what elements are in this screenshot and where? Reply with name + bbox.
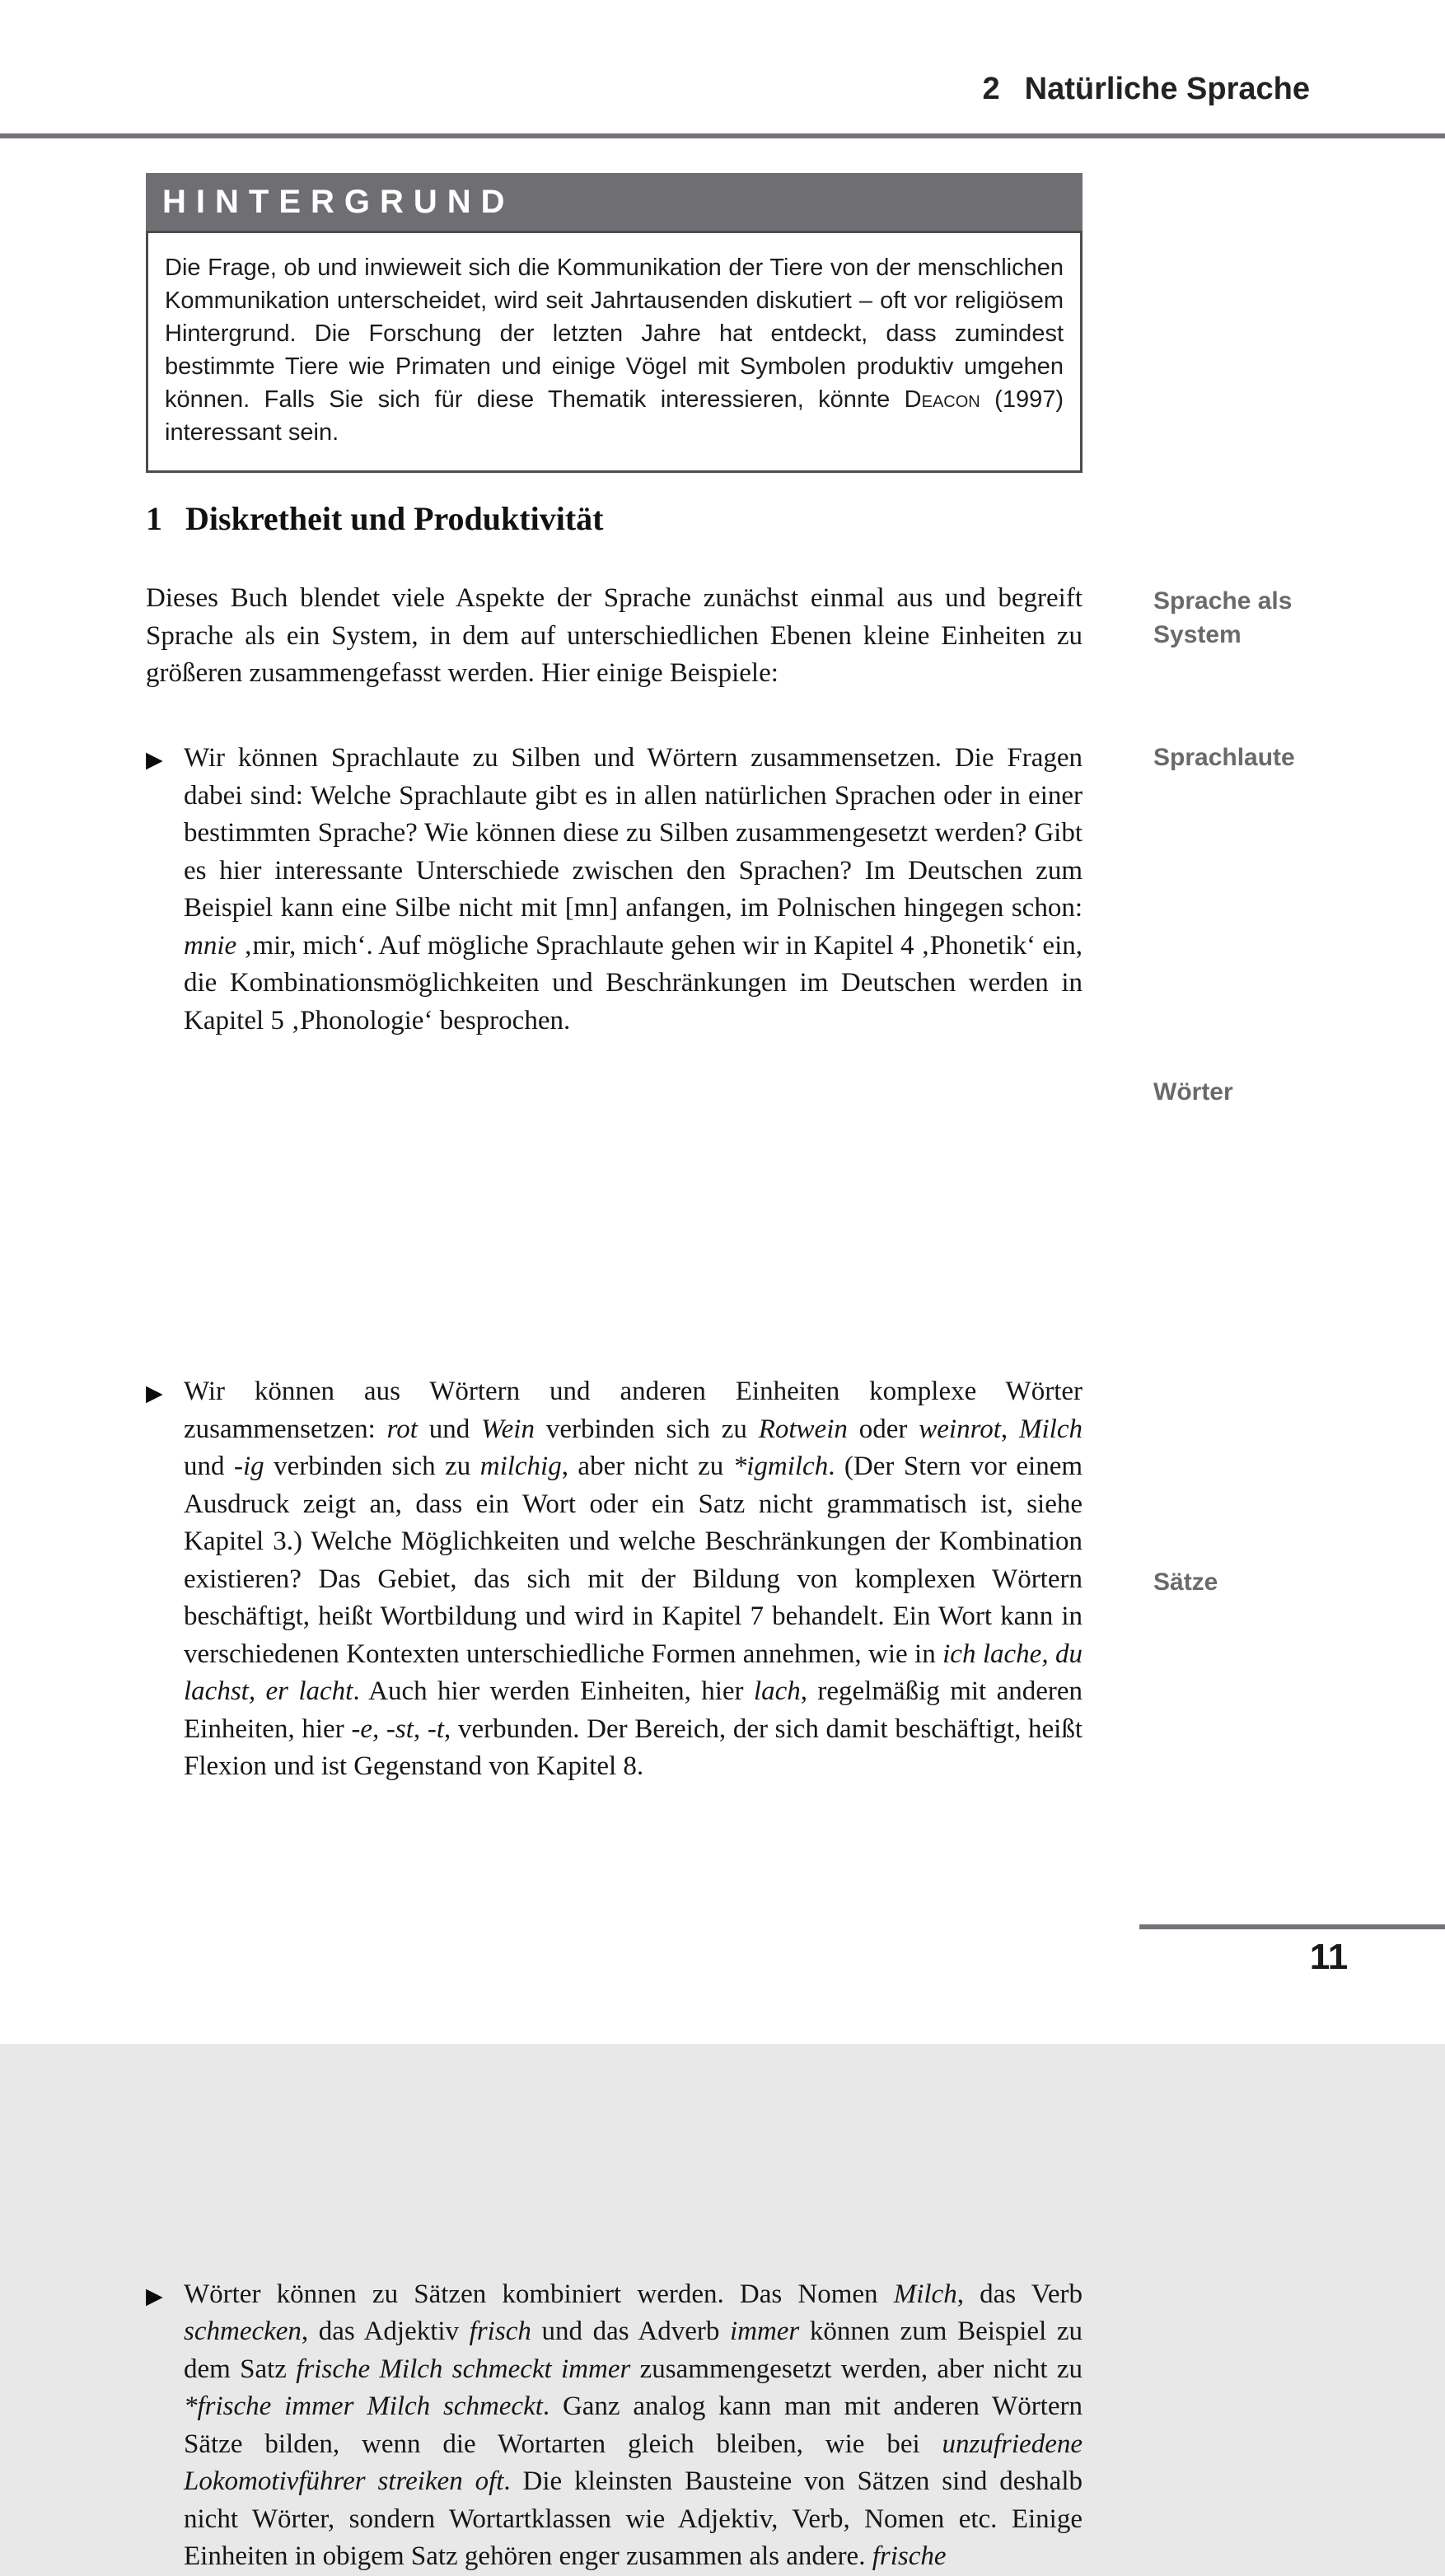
- intro-paragraph: Dieses Buch blendet viele Aspekte der Sprache zunächst einmal aus und begreift Sprache als ein System, in dem auf unterschiedlichen Ebenen kleine Einheiten zu größeren zusammengefasst werden. Hier einige Beispiele:: [146, 583, 1083, 688]
- bullet-text: Wörter können zu Sätzen kombiniert werden. Das Nomen Milch, das Verb schmecken, das Adjektiv frisch und das Adverb immer können zum Beispiel zu dem Satz frische Milch schmeckt immer zusammengesetzt werden, aber nicht zu *frische immer Milch schmeckt. Ganz analog kann man mit anderen Wörtern Sätze bilden, wenn die Wortarten gleich bleiben, wie bei unzufriedene Lokomotivführer streiken oft. Die kleinsten Bausteine von Sätzen sind deshalb nicht Wörter, sondern Wortartklassen wie Adjektiv, Verb, Nomen etc. Einige Einheiten in obigem Satz gehören enger zusammen als andere. frische: [184, 2279, 1083, 2571]
- margin-note-sprache-als-system: Sprache als System: [1153, 587, 1293, 648]
- chapter-header: [983, 71, 1310, 107]
- hintergrund-title: HINTERGRUND: [162, 184, 515, 220]
- section-title: Diskretheit und Produktivität: [185, 500, 604, 537]
- bullet-triangle-icon: ▶: [146, 2283, 163, 2309]
- section-heading: [146, 499, 603, 539]
- hintergrund-body: Die Frage, ob und inwieweit sich die Kommunikation der Tiere von der menschlichen Kommunikation unterscheidet, wird seit Jahrtausenden diskutiert – oft vor religiösem Hintergrund. Die Forschung der letzten Jahre hat entdeckt, dass zumindest bestimmte Tiere wie Primaten und einige Vögel mit Symbolen produktiv umgehen können. Falls Sie sich für diese Thematik interessieren, könnte Deacon (1997) interessant sein.: [146, 231, 1083, 473]
- margin-note-saetze: Sätze: [1153, 1569, 1218, 1596]
- margin-note-sprachlaute: Sprachlaute: [1153, 744, 1295, 771]
- bullet-triangle-icon: ▶: [146, 747, 163, 773]
- header-rule: [0, 133, 1445, 138]
- margin-note-woerter: Wörter: [1153, 1078, 1233, 1106]
- section-number: 1: [146, 500, 162, 537]
- chapter-title: Natürliche Sprache: [1024, 72, 1310, 106]
- chapter-number: 2: [982, 72, 1000, 106]
- bullet-item-woerter: [146, 1373, 1083, 1786]
- bullet-triangle-icon: ▶: [146, 1381, 163, 1406]
- bullet-item-saetze: [146, 2276, 1083, 2576]
- bullet-text: Wir können aus Wörtern und anderen Einheiten komplexe Wörter zusammensetzen: rot und Wein verbinden sich zu Rotwein oder weinrot, Milch und -ig verbinden sich zu milchig, aber nicht zu *igmilch. (Der Stern vor einem Ausdruck zeigt an, dass ein Wort oder ein Satz nicht grammatisch ist, siehe Kapitel 3.) Welche Möglichkeiten und welche Beschränkungen der Kombination existieren? Das Gebiet, das sich mit der Bildung von komplexen Wörtern beschäftigt, heißt Wortbildung und wird in Kapitel 7 behandelt. Ein Wort kann in verschiedenen Kontexten unterschiedliche Formen annehmen, wie in ich lache, du lachst, er lacht. Auch hier werden Einheiten, hier lach, regelmäßig mit anderen Einheiten, hier -e, -st, -t, verbunden. Der Bereich, der sich damit beschäftigt, heißt Flexion und ist Gegenstand von Kapitel 8.: [184, 1377, 1083, 1781]
- page-number: 11: [1309, 1937, 1349, 1977]
- hintergrund-box: [146, 173, 1083, 473]
- footer-rule: [1139, 1924, 1445, 1929]
- bullet-text: Wir können Sprachlaute zu Silben und Wörtern zusammensetzen. Die Fragen dabei sind: Welche Sprachlaute gibt es in allen natürlichen Sprachen oder in einer bestimmten Sprache? Wie können diese zu Silben zusammengesetzt werden? Gibt es hier interessante Unterschiede zwischen den Sprachen? Im Deutschen zum Beispiel kann eine Silbe nicht mit [mn] anfangen, im Polnischen hingegen schon: mnie ‚mir, mich‘. Auf mögliche Sprachlaute gehen wir in Kapitel 4 ‚Phonetik‘ ein, die Kombinationsmöglichkeiten und Beschränkungen im Deutschen werden in Kapitel 5 ‚Phonologie‘ besprochen.: [184, 743, 1083, 1036]
- hintergrund-title-bar: [146, 173, 1083, 231]
- bullet-item-sprachlaute: [146, 740, 1083, 1040]
